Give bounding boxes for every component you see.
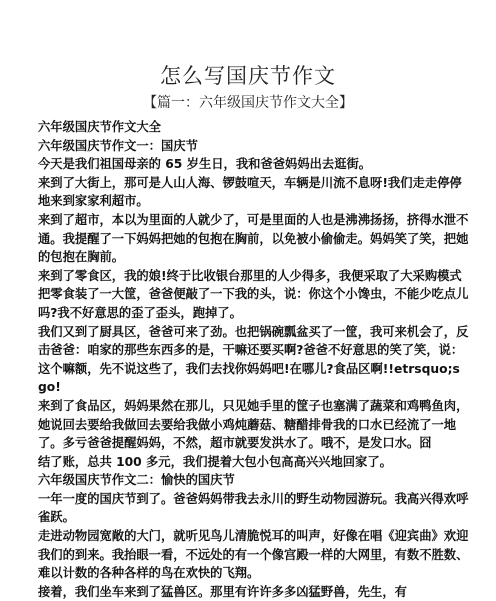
paragraph: 来到了食品区，妈妈果然在那儿，只见她手里的筐子也塞满了蔬菜和鸡鸭鱼肉，她说回去要给我做回去要给我做小鸡炖蘑菇、糖醋排骨我的口水已经流了一地了。多亏爸爸提醒妈妈，不然，超市就要发洪水了。哦不，是发口水。囧 [38,398,469,451]
document-title: 怎么写国庆节作文 [160,64,336,88]
paragraph: 接着，我们坐车来到了猛兽区。那里有许许多多凶猛野兽，先生，有 [38,584,407,599]
paragraph: 来到了超市，本以为里面的人就少了，可是里面的人也是沸沸扬扬，挤得水泄不通。我提醒了一下妈妈把她的包抱在胸前，以免被小偷偷走。妈妈笑了笑，把她的包抱在胸前。 [38,212,469,265]
paragraph: 六年级国庆节作文大全 [38,120,161,134]
paragraph: 今天是我们祖国母亲的 65 岁生日，我和爸爸妈妈出去逛街。 [38,157,372,172]
paragraph: 来到了大街上，那可是人山人海、锣鼓喧天，车辆是川流不息呀!我们走走停停地来到家家利超市。 [38,175,462,209]
paragraph: 一年一度的国庆节到了。爸爸妈妈带我去永川的野生动物园游玩。我高兴得欢呼雀跃。 [38,491,469,525]
paragraph: 六年级国庆节作文二：愉快的国庆节 [38,473,235,488]
paragraph: 走进动物园宽敞的大门，就听见鸟儿清脆悦耳的叫声，好像在唱《迎宾曲》欢迎我们的到来。我抬眼一看，不远处的有一个像宫殿一样的大网里，有数不胜数、难以计数的各种各样的鸟在欢快的飞翔。 [38,529,469,581]
document-subtitle: 【篇一：六年级国庆节作文大全】 [143,95,353,111]
paragraph: 结了账，总共 100 多元，我们提着大包小包高高兴兴地回家了。 [38,454,392,469]
paragraph: 来到了零食区，我的娘!终于比收银台那里的人少得多，我便采取了大采购模式把零食装了一大筐，爸爸便敲了一下我的头，说：你这个小馋虫，不能少吃点儿吗?我不好意思的歪了歪头，跑掉了。 [38,268,469,320]
article-body [32,118,472,601]
paragraph: 我们又到了厨具区，爸爸可来了劲。也把锅碗瓢盆买了一筐，我可来机会了，反击爸爸：咱家的那些东西多的是，干嘛还要买啊?爸爸不好意思的笑了笑，说：这个嘛额，先不说这些了，我们去找你妈妈吧!在哪儿?食品区啊!!etrsquo;s go! [38,324,469,395]
paragraph: 六年级国庆节作文一：国庆节 [38,138,198,153]
